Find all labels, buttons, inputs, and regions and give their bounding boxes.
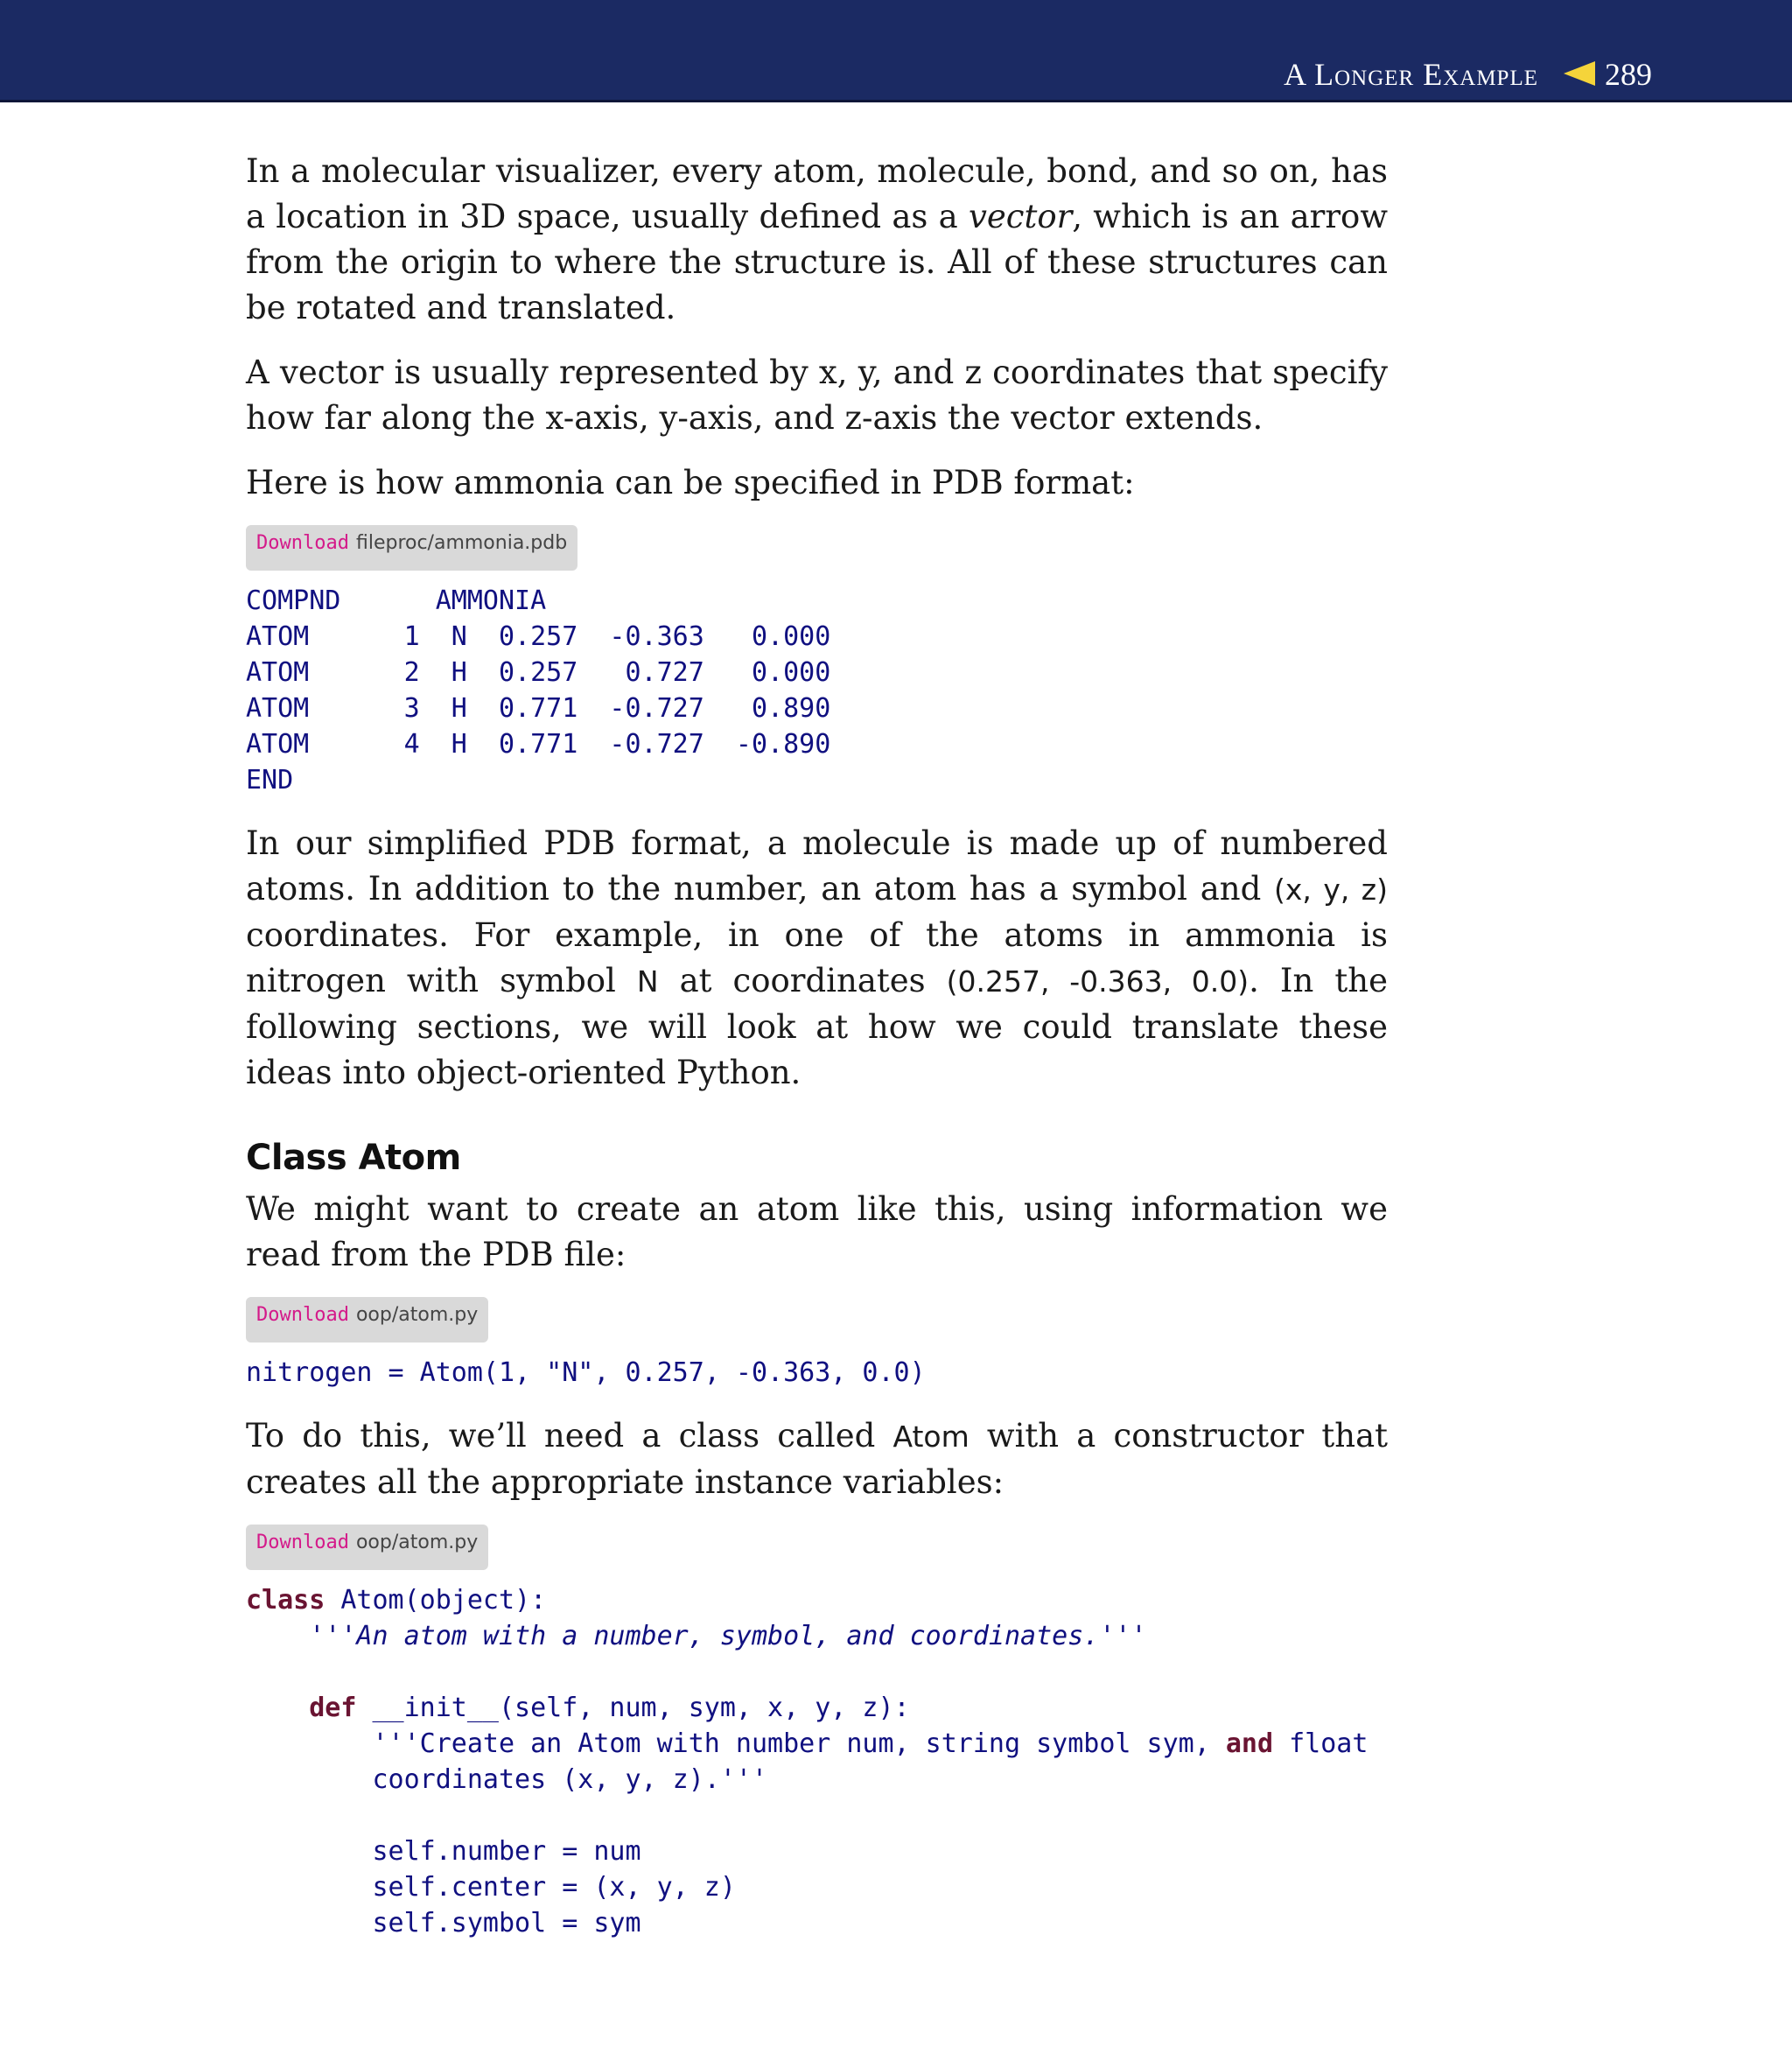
download-filename: oop/atom.py [355,1304,479,1326]
inline-code: (0.257, -0.363, 0.0) [946,964,1250,999]
code-line: self.center = (x, y, z) [246,1872,736,1903]
text: with a constructor that creates all the appropriate instance variables: [246,1417,1388,1501]
code-line [246,1618,1388,1654]
paragraph-vector-intro [246,149,1388,331]
text: To do this, we’ll need a class called [246,1417,893,1455]
text: at coordinates [658,962,947,999]
download-bar-atom-2 [246,1525,488,1570]
text: coordinates. For example, in one of the atoms in ammonia is nitrogen with symbol [246,916,1388,999]
code-line: ATOM 3 H 0.771 -0.727 0.890 [246,693,831,724]
code-text: float [1273,1728,1368,1759]
code-line: END [246,765,294,796]
text: In our simplified PDB format, a molecule is made up of numbered atoms. In addition to the number, an atom has a symbol and [246,824,1388,908]
emphasis-vector: vector [968,198,1073,235]
keyword: def [309,1693,357,1723]
keyword: class [246,1585,326,1616]
code-line-blank [246,1654,1388,1690]
code-line: COMPND AMMONIA [246,585,547,616]
code-block-nitrogen: nitrogen = Atom(1, "N", 0.257, -0.363, 0.0) [246,1357,926,1388]
paragraph-coordinates: A vector is usually represented by x, y, and z coordinates that specify how far along the x-axis, y-axis, and z-axis the vector extends. [246,354,1388,437]
page-content [246,149,1388,1964]
inline-code: Atom [892,1420,970,1454]
keyword: and [1225,1728,1274,1759]
download-bar-atom-1 [246,1297,488,1342]
code-line-blank [246,1798,1388,1833]
download-link[interactable]: Download [256,1532,349,1553]
code-line [246,1726,1388,1762]
code-line [246,1690,1388,1726]
code-line: self.number = num [246,1836,641,1867]
download-link[interactable]: Download [256,1304,349,1326]
docstring: '''An atom with a number, symbol, and coordinates.''' [309,1621,1147,1651]
inline-code: N [636,964,659,999]
page-number: 289 [1605,57,1652,92]
download-bar-ammonia [246,525,578,571]
code-line [246,1582,1388,1618]
code-line: coordinates (x, y, z).''' [246,1764,768,1795]
download-filename: fileproc/ammonia.pdb [355,532,568,554]
paragraph-class-atom [246,1413,1388,1505]
text: . In the following sections, we will look at how we could translate these ideas into object-oriented Python. [246,962,1388,1091]
code-line: self.symbol = sym [246,1908,641,1938]
text: In a molecular visualizer, every atom, molecule, bond, and so on, has a location in 3D space, usually defined as a [246,152,1388,235]
indent [246,1693,309,1723]
paragraph-pdb-format [246,821,1388,1096]
code-text: '''Create an Atom with number num, string symbol sym, [246,1728,1226,1759]
paragraph-ammonia-intro: Here is how ammonia can be specified in PDB format: [246,464,1135,501]
inline-code: (x, y, z) [1274,873,1389,907]
page-header [0,0,1792,102]
code-line: ATOM 4 H 0.771 -0.727 -0.890 [246,729,831,760]
download-filename: oop/atom.py [355,1532,479,1553]
paragraph-create-atom: We might want to create an atom like this, using information we read from the PDB file: [246,1190,1388,1273]
indent [246,1621,309,1651]
code-text: Atom(object): [325,1585,547,1616]
code-block-pdb [246,583,1388,798]
code-text: __init__(self, num, sym, x, y, z): [356,1693,910,1723]
text: , which is an arrow from the origin to where the structure is. All of these structures can be rotated and translated. [246,198,1388,326]
download-link[interactable]: Download [256,532,349,554]
running-title: A Longer Example [1284,57,1538,92]
code-block-class [246,1582,1388,1941]
triangle-left-icon [1564,61,1595,86]
code-line: ATOM 2 H 0.257 0.727 0.000 [246,657,831,688]
section-title: Class Atom [246,1138,461,1178]
code-line: ATOM 1 N 0.257 -0.363 0.000 [246,621,831,652]
